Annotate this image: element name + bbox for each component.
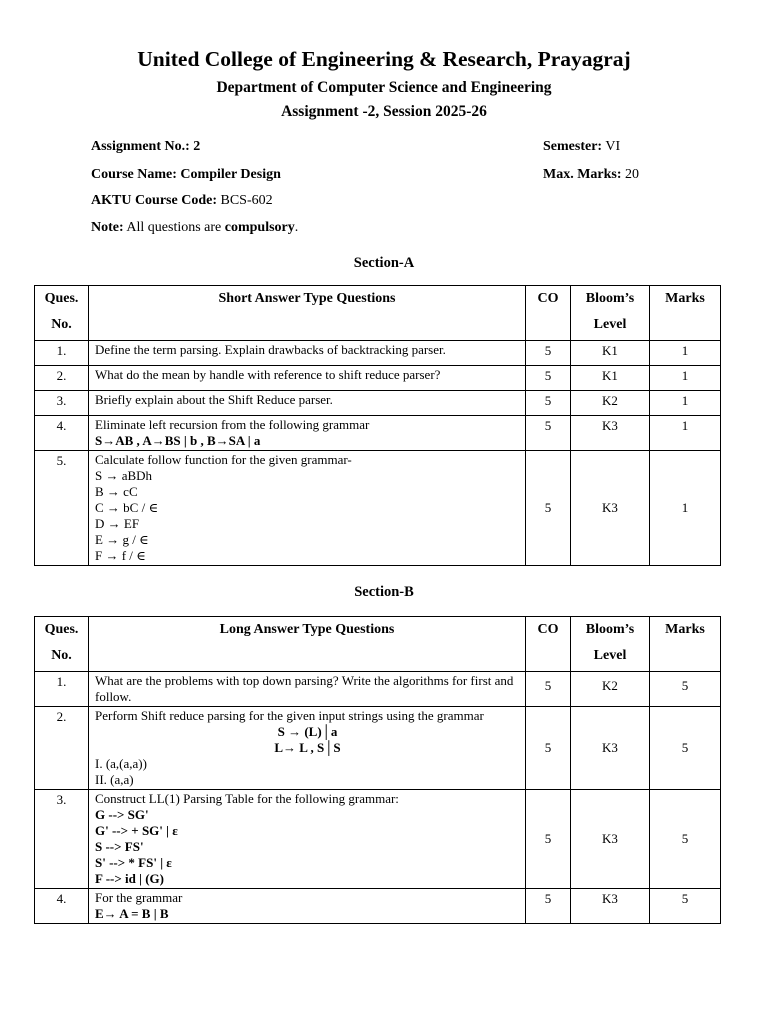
header-question: Short Answer Type Questions xyxy=(89,286,526,341)
question-number: 4. xyxy=(35,416,89,451)
bloom-level-value: K3 xyxy=(571,451,650,566)
marks-value: 5 xyxy=(650,889,721,924)
bloom-level-value: K3 xyxy=(571,889,650,924)
note-period: . xyxy=(294,220,299,235)
table-row xyxy=(35,341,721,366)
header-bloom-level: Bloom’s Level xyxy=(571,286,650,341)
question-text: Define the term parsing. Explain drawbacks of backtracking parser. xyxy=(89,341,526,366)
question-text-line: Perform Shift reduce parsing for the given input strings using the grammar xyxy=(95,708,484,723)
college-title: United College of Engineering & Research, Prayagraj xyxy=(137,47,631,71)
assignment-no-label: Assignment No.: xyxy=(91,139,190,154)
header-co: CO xyxy=(526,617,571,672)
table-row xyxy=(35,451,721,566)
question-number: 3. xyxy=(35,790,89,889)
table-row xyxy=(35,707,721,790)
marks-value: 1 xyxy=(650,341,721,366)
question-text-line: Eliminate left recursion from the following grammar xyxy=(95,417,370,432)
question-text: What do the mean by handle with reference to shift reduce parser? xyxy=(89,366,526,391)
grammar-line: G --> SG' xyxy=(95,807,149,822)
marks-value: 5 xyxy=(650,672,721,707)
question-text xyxy=(89,889,526,924)
question-text-line: For the grammar xyxy=(95,890,183,905)
note xyxy=(91,220,298,236)
question-text: What are the problems with top down parsing? Write the algorithms for first and follow. xyxy=(89,672,526,707)
table-row xyxy=(35,391,721,416)
co-value: 5 xyxy=(526,416,571,451)
grammar-line: E→ A = B | B xyxy=(95,906,169,921)
input-string: I. (a,(a,a)) xyxy=(95,756,147,771)
course-code-label: AKTU Course Code: xyxy=(91,193,217,208)
table-header-row xyxy=(35,286,721,341)
bloom-level-value: K1 xyxy=(571,341,650,366)
marks-value: 1 xyxy=(650,366,721,391)
header-co: CO xyxy=(526,286,571,341)
bloom-level-value: K3 xyxy=(571,790,650,889)
question-number: 2. xyxy=(35,366,89,391)
question-number: 4. xyxy=(35,889,89,924)
assignment-no-value: 2 xyxy=(193,139,201,154)
question-number: 5. xyxy=(35,451,89,566)
course-name xyxy=(91,167,281,183)
semester-value: VI xyxy=(605,139,621,154)
section-b-title: Section-B xyxy=(354,584,414,600)
course-code xyxy=(91,193,273,209)
question-text-line: Construct LL(1) Parsing Table for the following grammar: xyxy=(95,791,399,806)
section-a-title: Section-A xyxy=(353,255,415,271)
question-text xyxy=(89,451,526,566)
table-row xyxy=(35,889,721,924)
semester xyxy=(543,139,620,155)
table-row xyxy=(35,790,721,889)
note-emphasis: compulsory xyxy=(224,220,295,235)
marks-value: 1 xyxy=(650,391,721,416)
question-number: 1. xyxy=(35,672,89,707)
header-ques-no: Ques. No. xyxy=(35,286,89,341)
question-text xyxy=(89,416,526,451)
max-marks xyxy=(543,167,639,183)
bloom-level-value: K3 xyxy=(571,416,650,451)
semester-label: Semester: xyxy=(543,139,603,154)
grammar-line: S → (L)│a xyxy=(277,724,338,739)
header-bloom-level: Bloom’s Level xyxy=(571,617,650,672)
co-value: 5 xyxy=(526,790,571,889)
table-row xyxy=(35,366,721,391)
grammar-line: S --> FS' xyxy=(95,839,144,854)
bloom-level-value: K1 xyxy=(571,366,650,391)
bloom-level-value: K2 xyxy=(571,391,650,416)
question-text: Briefly explain about the Shift Reduce parser. xyxy=(89,391,526,416)
question-number: 2. xyxy=(35,707,89,790)
course-name-label: Course Name: xyxy=(91,167,177,182)
question-text xyxy=(89,707,526,790)
question-text-line: Calculate follow function for the given grammar- xyxy=(95,452,352,467)
question-text xyxy=(89,790,526,889)
grammar-line: S→AB , A→BS | b , B→SA | a xyxy=(95,433,261,448)
question-number: 1. xyxy=(35,341,89,366)
grammar-line: S → aBDh xyxy=(95,468,153,483)
table-header-row xyxy=(35,617,721,672)
co-value: 5 xyxy=(526,366,571,391)
grammar-line: F --> id | (G) xyxy=(95,871,164,886)
input-string: II. (a,a) xyxy=(95,772,134,787)
co-value: 5 xyxy=(526,889,571,924)
bloom-level-value: K2 xyxy=(571,672,650,707)
grammar-line: G' --> + SG' | ε xyxy=(95,823,178,838)
assignment-no xyxy=(91,139,200,155)
note-label: Note: xyxy=(91,220,124,235)
assignment-session-title: Assignment -2, Session 2025-26 xyxy=(281,103,487,120)
department-title: Department of Computer Science and Engineering xyxy=(216,79,552,96)
co-value: 5 xyxy=(526,341,571,366)
header-ques-no: Ques. No. xyxy=(35,617,89,672)
grammar-line: D → EF xyxy=(95,516,140,531)
co-value: 5 xyxy=(526,672,571,707)
grammar-line: S' --> * FS' | ε xyxy=(95,855,172,870)
marks-value: 5 xyxy=(650,790,721,889)
header-marks: Marks xyxy=(650,286,721,341)
question-number: 3. xyxy=(35,391,89,416)
grammar-line: B → cC xyxy=(95,484,138,499)
course-code-value: BCS-602 xyxy=(220,193,273,208)
table-row xyxy=(35,672,721,707)
grammar-line: C → bC / ∈ xyxy=(95,500,159,515)
co-value: 5 xyxy=(526,391,571,416)
co-value: 5 xyxy=(526,451,571,566)
section-b-table xyxy=(34,616,721,924)
section-a-table xyxy=(34,285,721,566)
grammar-line: E → g / ∈ xyxy=(95,532,149,547)
grammar-line: F → f / ∈ xyxy=(95,548,146,563)
max-marks-value: 20 xyxy=(625,167,640,182)
marks-value: 5 xyxy=(650,707,721,790)
bloom-level-value: K3 xyxy=(571,707,650,790)
max-marks-label: Max. Marks: xyxy=(543,167,622,182)
co-value: 5 xyxy=(526,707,571,790)
table-row xyxy=(35,416,721,451)
course-name-value: Compiler Design xyxy=(180,167,281,182)
header-question: Long Answer Type Questions xyxy=(89,617,526,672)
header-marks: Marks xyxy=(650,617,721,672)
marks-value: 1 xyxy=(650,451,721,566)
grammar-line: L→ L , S│S xyxy=(274,740,341,755)
note-text: All questions are xyxy=(126,220,222,235)
marks-value: 1 xyxy=(650,416,721,451)
